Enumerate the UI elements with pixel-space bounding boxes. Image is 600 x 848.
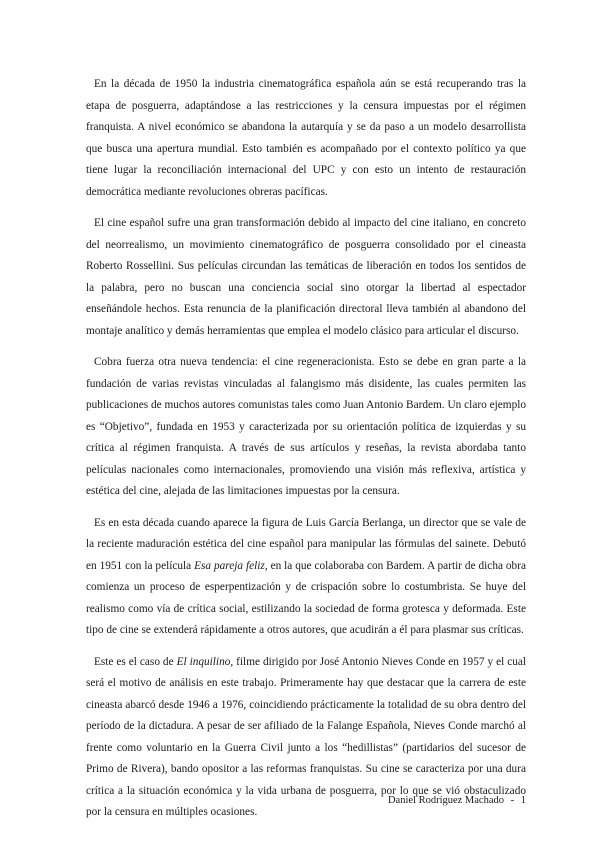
footer-author: Daniel Rodríguez Machado (387, 795, 504, 806)
paragraph-text: El cine español sufre una gran transformación debido al impacto del cine italiano, en concreto del neorrealismo, un movimiento cinematográfico de posguerra consolidado por el cineasta Roberto Rossellini. Sus películas circundan las temáticas de liberación en todos los sentidos de la palabra, pero no buscan una conciencia social sino otorgar la libertad al espectador enseñándole hechos. Esta renuncia de la planificación directoral lleva también al abandono del montaje analítico y demás herramientas que emplea el modelo clásico para articular el discurso. (86, 217, 526, 337)
page-number: 1 (520, 795, 526, 806)
paragraph-4 (86, 513, 526, 642)
film-title: El inquilino (176, 655, 231, 668)
paragraph-text: Este es el caso de (94, 655, 177, 668)
paragraph-1 (86, 74, 526, 203)
paragraph-text: Cobra fuerza otra nueva tendencia: el cine regeneracionista. Esto se debe en gran parte a la fundación de varias revistas vinculadas al falangismo más disidente, las cuales permiten las publicaciones de muchos autores comunistas tales como Juan Antonio Bardem. Un claro ejemplo es “Objetivo”, fundada en 1953 y caracterizada por su orientación política de izquierdas y su crítica al régimen franquista. A través de sus artículos y reseñas, la revista abordaba tanto películas nacionales como internacionales, promoviendo una visión más reflexiva, artística y estética del cine, alejada de las limitaciones impuestas por la censura. (86, 356, 526, 497)
paragraph-2 (86, 213, 526, 342)
footer-separator: - (510, 795, 515, 806)
paragraph-text: , en la que colaboraba con Bardem. A partir de dicha obra comienza un proceso de esperpentización y de crispación sobre lo costumbrista. Se huye del realismo como vía de crítica social, estilizando la sociedad de forma grotesca y deformada. Este tipo de cine se extenderá rápidamente a otros autores, que acudirán a él para plasmar sus críticas. (86, 559, 526, 636)
paragraph-text: Es en esta década cuando aparece la figura de Luis García Berlanga, un director que se vale de la reciente maduración estética del cine español para manipular las fórmulas del sainete. Debutó en 1951 con la película (86, 516, 526, 572)
document-body (86, 74, 526, 834)
paragraph-text: , filme dirigido por José Antonio Nieves Conde en 1957 y el cual será el motivo de análisis en este trabajo. Primeramente hay que destacar que la carrera de este cineasta abarcó desde 1946 a 1976, coincidiendo prácticamente la totalidad de su obra dentro del período de la dictadura. A pesar de ser afiliado de la Falange Española, Nieves Conde marchó al frente como voluntario en la Guerra Civil junto a los “hedillistas” (partidarios del sucesor de Primo de Rivera), bando opositor a las reformas franquistas. Su cine se caracteriza por una dura crítica a la situación económica y la vida urbana de posguerra, por lo que se vió obstaculizado por la censura en múltiples ocasiones. (86, 655, 527, 818)
paragraph-text: En la década de 1950 la industria cinematográfica española aún se está recuperando tras la etapa de posguerra, adaptándose a las restricciones y la censura impuestas por el régimen franquista. A nivel económico se abandona la autarquía y se da paso a un modelo desarrollista que busca una apertura mundial. Esto también es acompañado por el contexto político ya que tiene lugar la reconciliación internacional del UPC y con esto un intento de restauración democrática mediante revoluciones obreras pacíficas. (86, 78, 526, 198)
film-title: Esa pareja feliz (194, 559, 265, 572)
paragraph-3 (86, 352, 526, 503)
page-footer (388, 795, 526, 806)
